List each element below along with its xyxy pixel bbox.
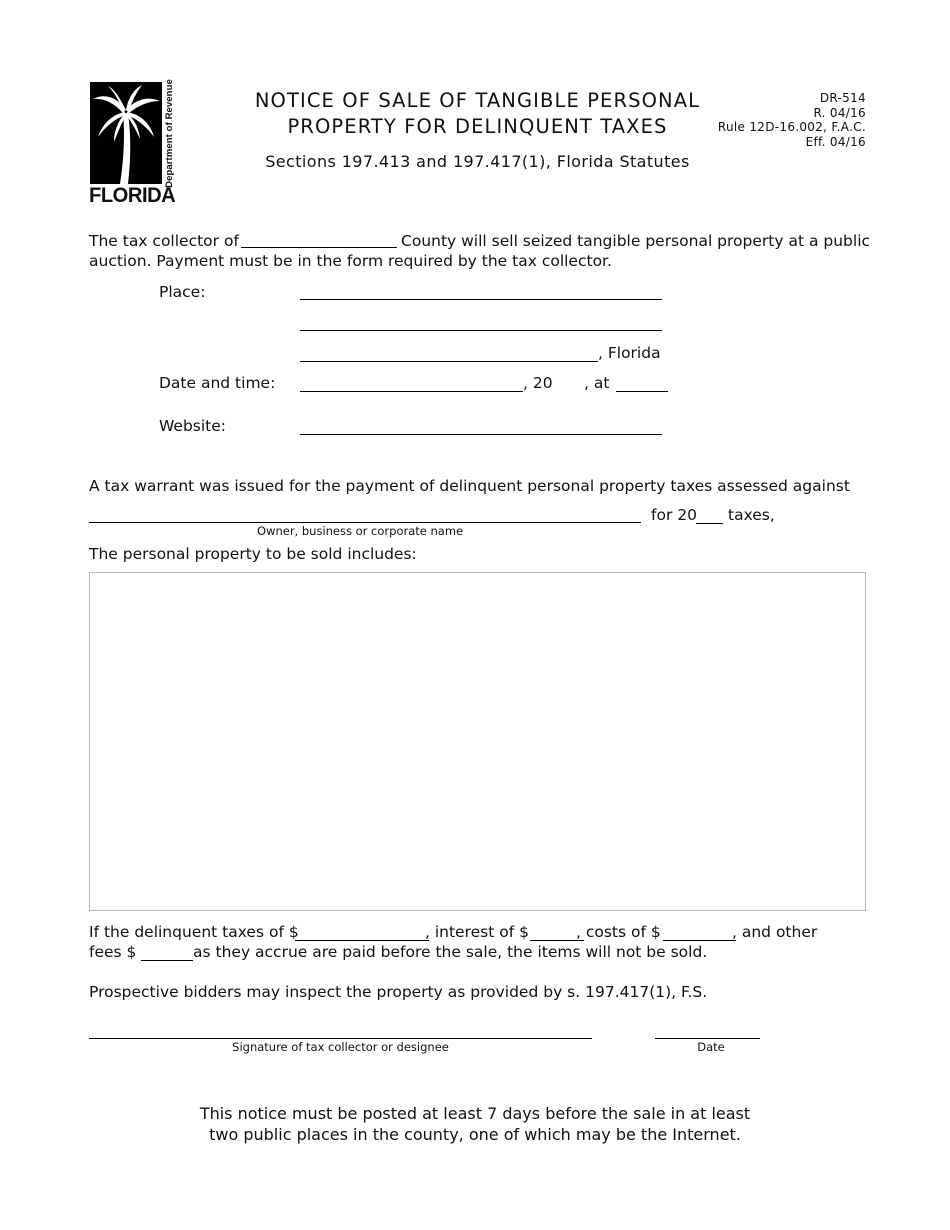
form-title-line-2: PROPERTY FOR DELINQUENT TAXES [287, 115, 668, 138]
warrant-text: A tax warrant was issued for the payment of delinquent personal property taxes assessed against [89, 477, 850, 495]
form-subtitle: Sections 197.413 and 197.417(1), Florida Statutes [265, 152, 690, 171]
posting-notice-line-2: two public places in the county, one of which may be the Internet. [209, 1125, 741, 1144]
logo-department-text: Department of Revenue [164, 78, 176, 188]
fees-prefix: fees $ [89, 943, 137, 961]
place-line-1-field[interactable] [300, 283, 662, 300]
place-state-suffix: , Florida [598, 344, 661, 362]
signature-date-field[interactable] [655, 1022, 760, 1039]
palm-tree-icon [90, 82, 162, 184]
place-label: Place: [159, 283, 206, 301]
inspection-text: Prospective bidders may inspect the property as provided by s. 197.417(1), F.S. [89, 983, 708, 1001]
intro-prefix: The tax collector of [89, 232, 239, 250]
form-metadata [718, 91, 866, 149]
property-description-box[interactable] [89, 572, 866, 911]
property-label: The personal property to be sold includes: [89, 545, 417, 563]
fees-suffix: as they accrue are paid before the sale, the items will not be sold. [193, 943, 708, 961]
warrant-for-text: for 20 [651, 506, 697, 524]
fees-field[interactable] [141, 944, 193, 961]
delinquent-taxes-field[interactable] [295, 924, 429, 941]
warrant-taxes-text: taxes, [728, 506, 775, 524]
costs-field[interactable] [663, 924, 736, 941]
owner-name-field[interactable] [89, 506, 641, 523]
tax-year-field[interactable] [696, 507, 723, 524]
interest-text: , interest of $ [425, 923, 529, 941]
place-city-field[interactable] [300, 345, 598, 362]
datetime-year-prefix: , 20 [523, 374, 553, 392]
website-label: Website: [159, 417, 227, 435]
posting-notice [100, 1103, 850, 1145]
logo-state-text: FLORIDA [89, 184, 176, 207]
delinquent-taxes-prefix: If the delinquent taxes of $ [89, 923, 299, 941]
sale-time-field[interactable] [616, 375, 668, 392]
posting-notice-line-1: This notice must be posted at least 7 days before the sale in at least [199, 1104, 751, 1123]
website-field[interactable] [300, 418, 662, 435]
date-caption: Date [697, 1040, 725, 1054]
form-number: DR-514 [819, 91, 866, 105]
form-effective-date: Eff. 04/16 [805, 134, 866, 149]
sale-date-field[interactable] [300, 375, 523, 392]
signature-caption: Signature of tax collector or designee [232, 1040, 449, 1054]
datetime-at-text: , at [584, 374, 610, 392]
form-title-line-1: NOTICE OF SALE OF TANGIBLE PERSONAL [254, 89, 701, 112]
costs-text: , costs of $ [576, 923, 661, 941]
owner-caption: Owner, business or corporate name [257, 524, 464, 538]
datetime-label: Date and time: [159, 374, 276, 392]
intro-suffix: County will sell seized tangible personal property at a public [401, 232, 871, 250]
county-field[interactable] [241, 231, 397, 248]
place-line-2-field[interactable] [300, 314, 662, 331]
other-fees-text: , and other [732, 923, 818, 941]
florida-dor-logo [90, 82, 162, 184]
intro-line-2: auction. Payment must be in the form required by the tax collector. [89, 252, 612, 270]
form-revision: R. 04/16 [813, 105, 866, 120]
form-rule: Rule 12D-16.002, F.A.C. [717, 120, 866, 134]
signature-field[interactable] [89, 1022, 592, 1039]
